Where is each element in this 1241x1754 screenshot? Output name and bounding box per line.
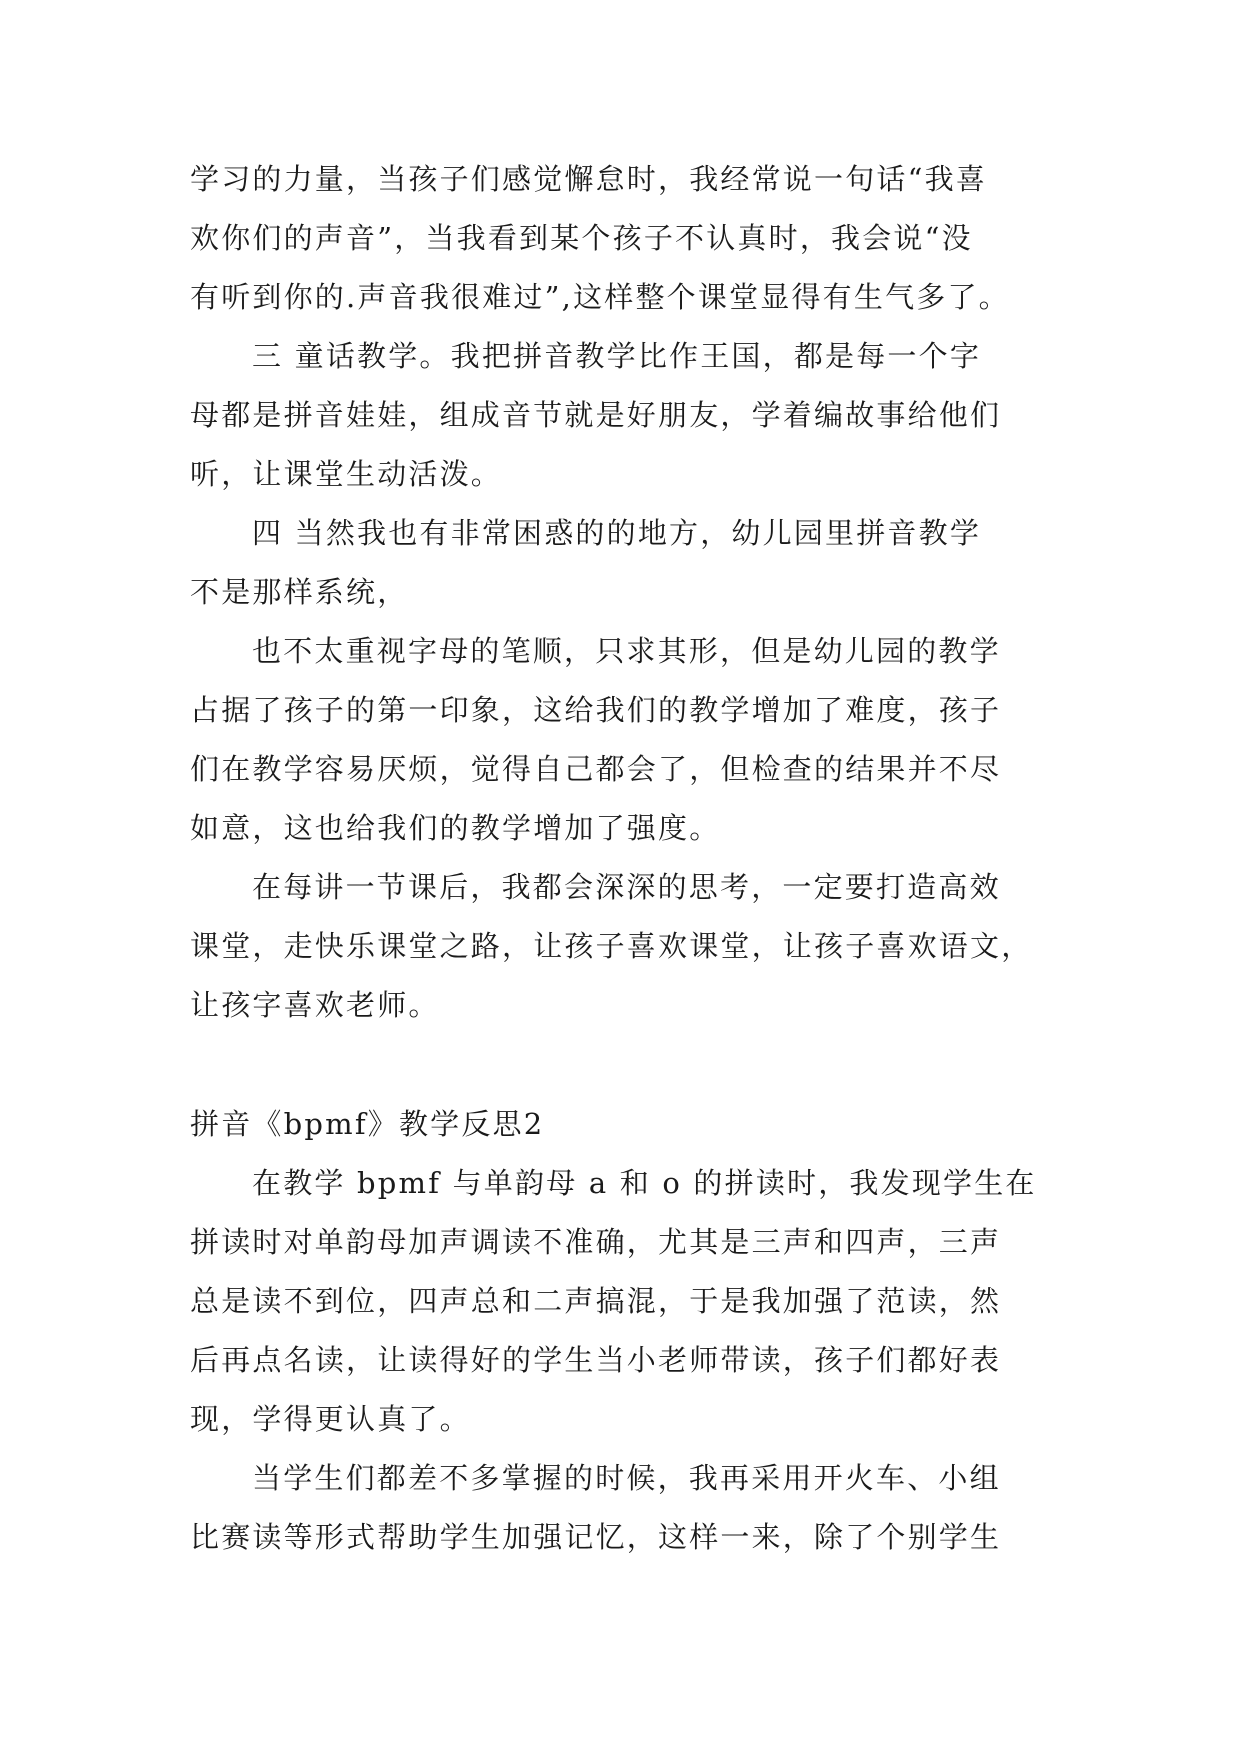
paragraph-line: 有听到你的.声音我很难过”,这样整个课堂显得有生气多了。 (190, 280, 1010, 314)
paragraph-line: 总是读不到位，四声总和二声搞混，于是我加强了范读，然 (190, 1284, 1002, 1318)
paragraph (190, 504, 1070, 622)
paragraph-line: 现，学得更认真了。 (190, 1402, 471, 1436)
paragraph-line: 让孩字喜欢老师。 (190, 988, 440, 1022)
paragraph (190, 1449, 1070, 1567)
paragraph (190, 622, 1070, 858)
paragraph (190, 150, 1070, 327)
paragraph-line: 比赛读等形式帮助学生加强记忆，这样一来，除了个别学生 (190, 1520, 1002, 1554)
paragraph-line: 也不太重视字母的笔顺，只求其形，但是幼儿园的教学 (252, 634, 1001, 668)
paragraph-line: 占据了孩子的第一印象，这给我们的教学增加了难度，孩子 (190, 693, 1002, 727)
paragraph (190, 327, 1070, 504)
paragraph-line: 在每讲一节课后，我都会深深的思考，一定要打造高效 (252, 870, 1001, 904)
paragraph-line: 学习的力量，当孩子们感觉懈怠时，我经常说一句话“我喜 (190, 162, 988, 196)
document-body (190, 150, 1070, 1567)
paragraph-line: 们在教学容易厌烦，觉得自己都会了，但检查的结果并不尽 (190, 752, 1002, 786)
paragraph-line: 课堂，走快乐课堂之路，让孩子喜欢课堂，让孩子喜欢语文， (190, 929, 1033, 963)
paragraph-line: 拼读时对单韵母加声调读不准确，尤其是三声和四声，三声 (190, 1225, 1002, 1259)
paragraph-line: 如意，这也给我们的教学增加了强度。 (190, 811, 721, 845)
section-heading: 拼音《bpmf》教学反思2 (190, 1107, 545, 1141)
paragraph-line: 三 童话教学。我把拼音教学比作王国，都是每一个字 (252, 339, 982, 373)
paragraph (190, 858, 1070, 1035)
paragraph-line: 听，让课堂生动活泼。 (190, 457, 503, 491)
paragraph-line: 后再点名读，让读得好的学生当小老师带读，孩子们都好表 (190, 1343, 1002, 1377)
paragraph-line: 四 当然我也有非常困惑的的地方，幼儿园里拼音教学 (252, 516, 982, 550)
paragraph-line: 欢你们的声音”，当我看到某个孩子不认真时，我会说“没 (190, 221, 973, 255)
paragraph (190, 1154, 1070, 1449)
paragraph-line: 不是那样系统， (190, 575, 409, 609)
paragraph-line: 当学生们都差不多掌握的时候，我再采用开火车、小组 (252, 1461, 1001, 1495)
paragraph-line: 母都是拼音娃娃，组成音节就是好朋友，学着编故事给他们 (190, 398, 1002, 432)
paragraph-line: 在教学 bpmf 与单韵母 a 和 o 的拼读时，我发现学生在 (252, 1166, 1037, 1200)
